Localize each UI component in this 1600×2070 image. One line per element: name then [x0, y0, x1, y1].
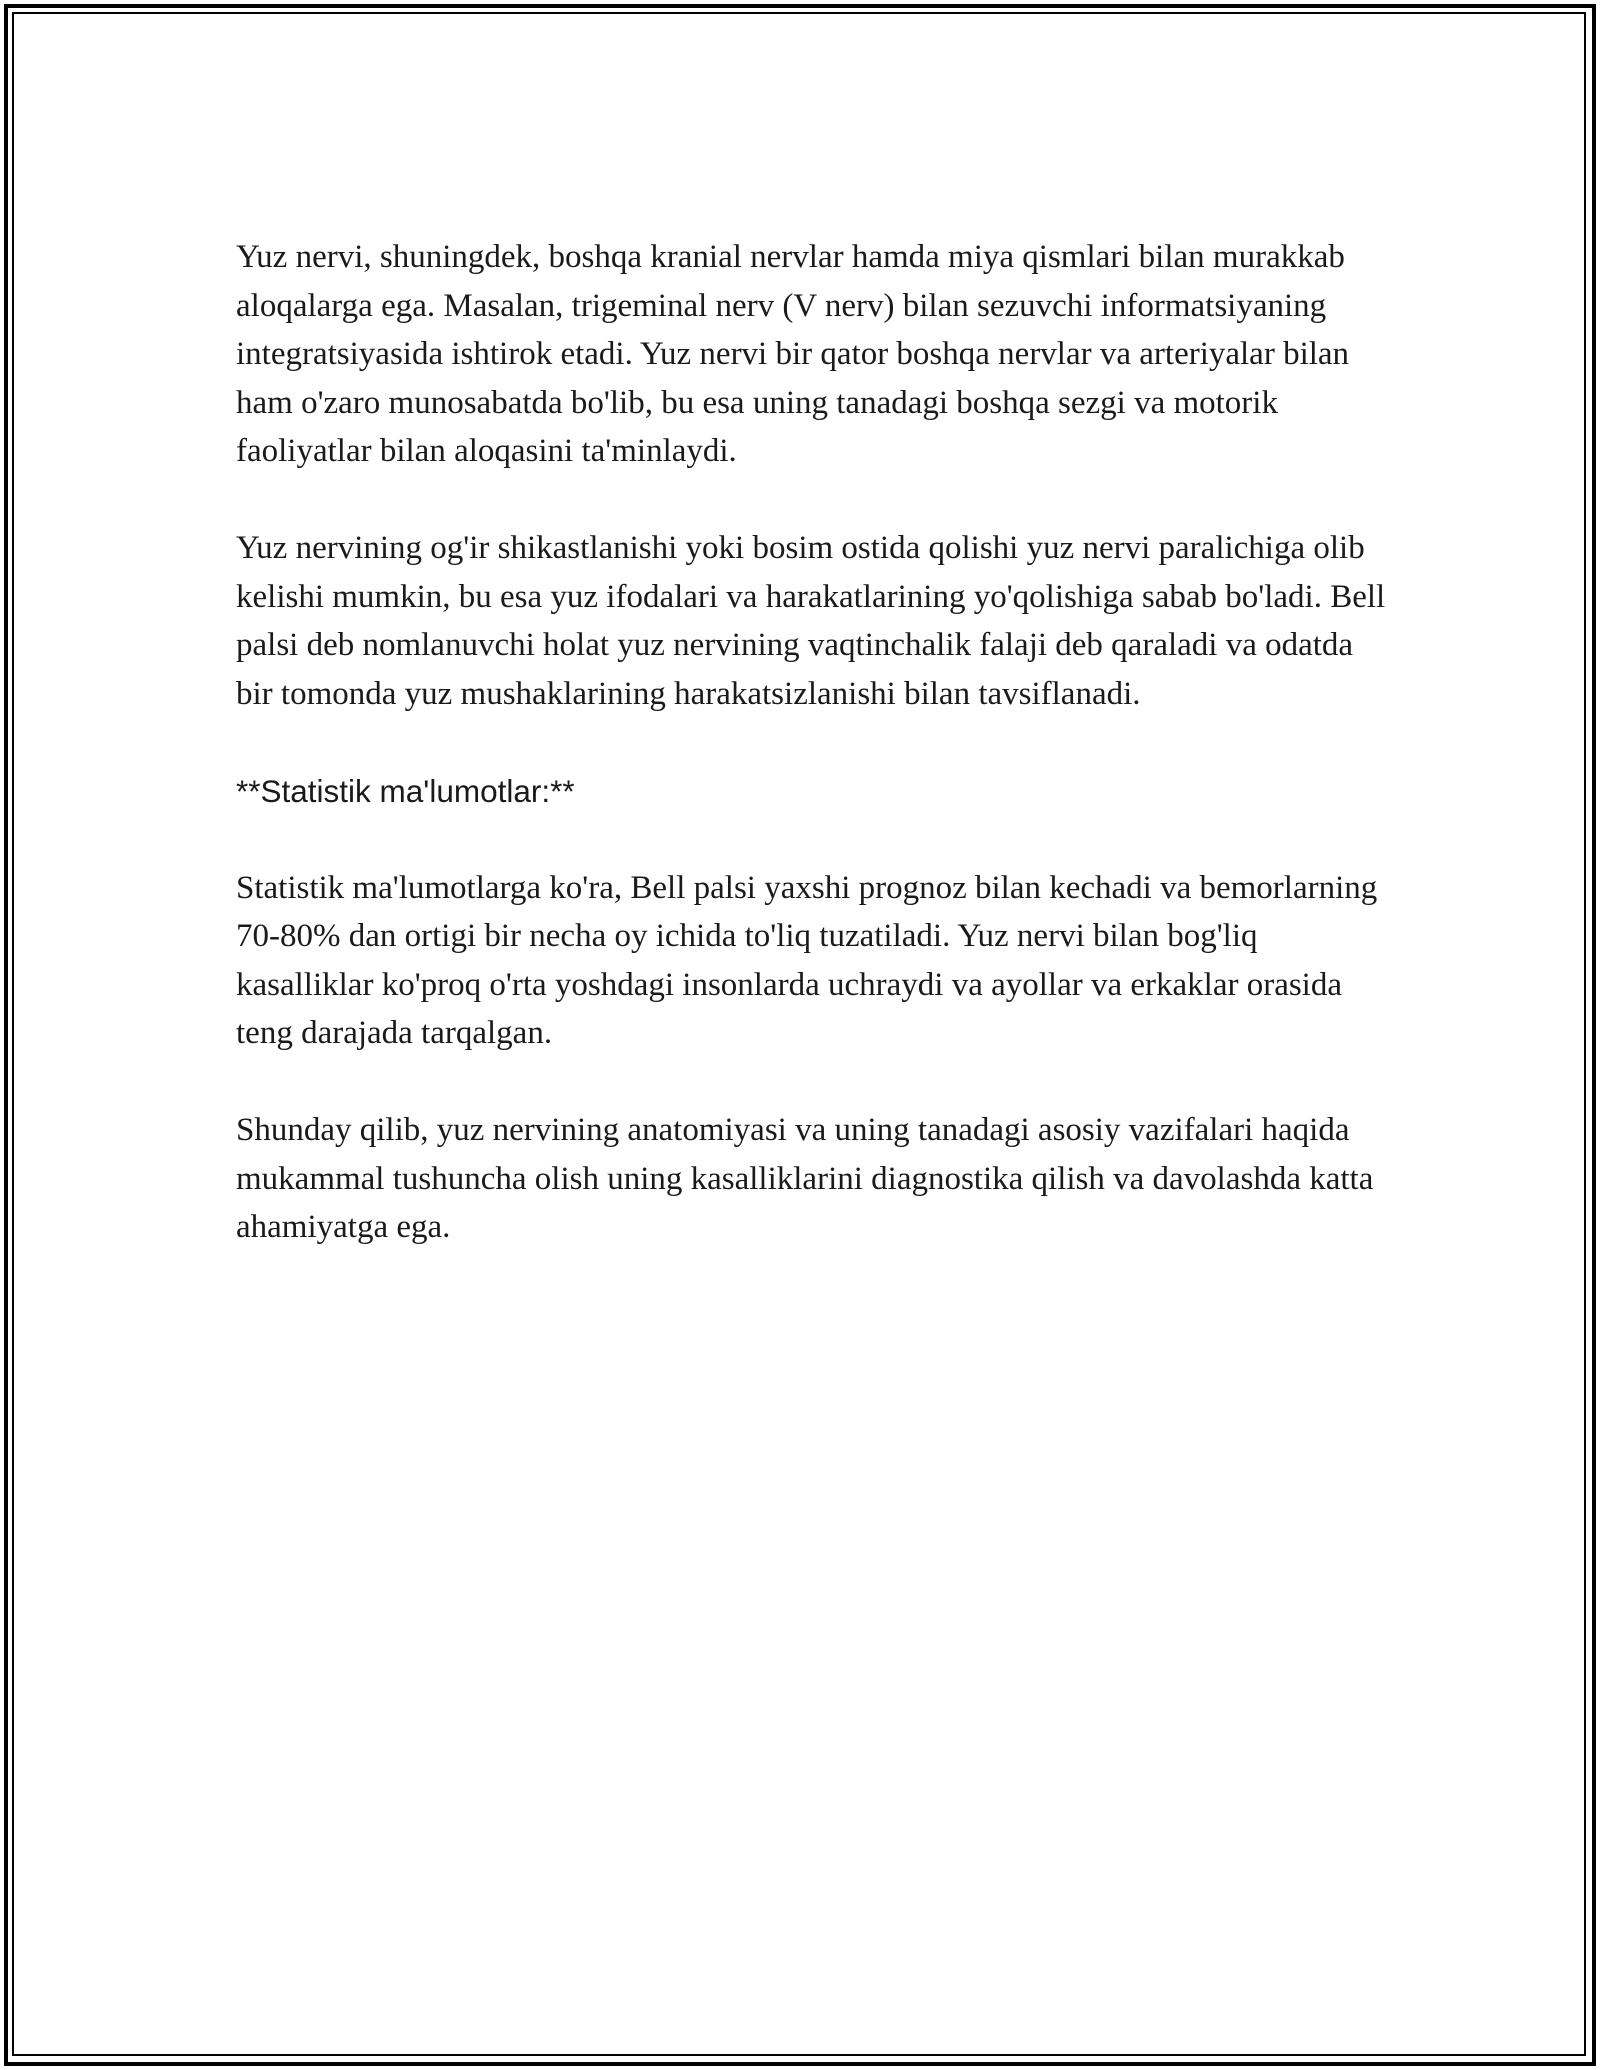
section-heading: **Statistik ma'lumotlar:** [236, 772, 575, 809]
paragraph-3: Statistik ma'lumotlarga ko'ra, Bell palsi yaxshi prognoz bilan kechadi va bemorlarning 70-80% dan ortigi bir necha oy ichida to'liq tuzatiladi. Yuz nervi bilan bog'liq kasalliklar ko'proq o'rta yoshdagi insonlarda uchraydi va ayollar va erkaklar orasida teng darajada tarqalgan. [236, 869, 1378, 1051]
paragraph-1: Yuz nervi, shuningdek, boshqa kranial nervlar hamda miya qismlari bilan murakkab aloqalarga ega. Masalan, trigeminal nerv (V nerv) bilan sezuvchi informatsiyaning integratsiyasida ishtirok etadi. Yuz nervi bir qator boshqa nervlar va arteriyalar bilan ham o'zaro munosabatda bo'lib, bu esa uning tanadagi boshqa sezgi va motorik faoliyatlar bilan aloqasini ta'minlaydi. [236, 239, 1350, 469]
paragraph-2: Yuz nervining og'ir shikastlanishi yoki bosim ostida qolishi yuz nervi paralichiga olib kelishi mumkin, bu esa yuz ifodalari va harakatlarining yo'qolishiga sabab bo'ladi. Bell palsi deb nomlanuvchi holat yuz nervining vaqtinchalik falaji deb qaraladi va odatda bir tomonda yuz mushaklarining harakatsizlanishi bilan tavsiflanadi. [236, 530, 1386, 712]
document-body [236, 233, 1396, 1300]
paragraph-4: Shunday qilib, yuz nervining anatomiyasi va uning tanadagi asosiy vazifalari haqida mukammal tushuncha olish uning kasalliklarini diagnostika qilish va davolashda katta ahamiyatga ega. [236, 1112, 1374, 1245]
